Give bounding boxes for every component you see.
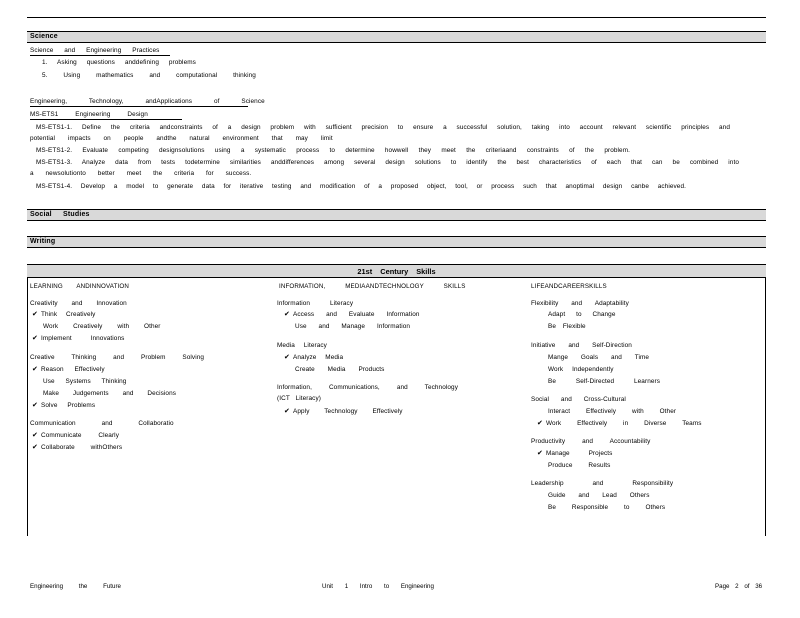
check-icon: ✔ — [32, 444, 38, 451]
group-title: Information, Communications, and Technology — [277, 384, 458, 391]
check-icon: ✔ — [537, 450, 543, 457]
standard-ets1-4: MS-ETS1-4. Develop a model to generate data for iterative testing and modification of a proposed object, tool, or process such that anoptimal design canbe achieved. — [36, 183, 686, 190]
skill-item: Adapt to Change — [548, 311, 616, 318]
ets-heading: MS-ETS1 Engineering Design — [30, 111, 182, 120]
footer-unit: Unit 1 Intro to Engineering — [322, 583, 434, 590]
group-title: Leadership and Responsibility — [531, 480, 674, 487]
top-rule — [27, 17, 766, 18]
eta-heading: Engineering, Technology, andApplications of Science — [30, 98, 265, 105]
group-title: Creativity and Innovation — [30, 300, 127, 307]
standard-ets1-3: MS-ETS1-3. Analyze data from tests todetermine similarities anddifferences among several design solutions to identify the best characteristics of each that can be combined into — [36, 159, 739, 166]
group-title: Flexibility and Adaptability — [531, 300, 629, 307]
social-studies-band — [27, 209, 766, 221]
col-life-career-head: LIFEANDCAREERSKILLS — [531, 283, 607, 290]
skill-item: Work Creatively with Other — [43, 323, 161, 330]
check-icon: ✔ — [284, 408, 290, 415]
standard-ets1-1-cont: potential impacts on people andthe natural environment that may limit — [30, 135, 333, 142]
practice-item: 5. Using mathematics and computational thinking — [42, 72, 256, 79]
check-icon: ✔ — [32, 402, 38, 409]
group-title: Media Literacy — [277, 342, 327, 349]
group-title: Communication and Collaboratio — [30, 420, 174, 427]
standard-ets1-1: MS-ETS1-1. Define the criteria andconstraints of a design problem with sufficient precision to ensure a successful solution, taking into account relevant scientific principles and — [36, 124, 730, 131]
skills-header — [27, 264, 766, 278]
skill-item: Be Responsible to Others — [548, 504, 666, 511]
skill-item: Create Media Products — [295, 366, 385, 373]
group-title: Information Literacy — [277, 300, 354, 307]
check-icon: ✔ — [537, 420, 543, 427]
skill-item: Be Self-Directed Learners — [548, 378, 661, 385]
col-information-head: INFORMATION, MEDIAANDTECHNOLOGY SKILLS — [279, 283, 466, 290]
skill-item: Make Judgements and Decisions — [43, 390, 177, 397]
skill-item: Use and Manage Information — [295, 323, 411, 330]
skill-item: ✔ Manage Projects — [537, 450, 613, 457]
writing-band — [27, 236, 766, 248]
group-title: Creative Thinking and Problem Solving — [30, 354, 205, 361]
check-icon: ✔ — [32, 335, 38, 342]
skill-item: Produce Results — [548, 462, 611, 469]
practice-item: 1. Asking questions anddefining problems — [42, 59, 196, 66]
skill-item: ✔ Access and Evaluate Information — [284, 311, 420, 318]
skill-item: ✔ Solve Problems — [32, 402, 96, 409]
group-title: Social and Cross-Cultural — [531, 396, 626, 403]
footer-page: Page 2 of 36 — [715, 583, 763, 590]
skill-item: ✔ Reason Effectively — [32, 366, 105, 373]
col-learning-head: LEARNING ANDINNOVATION — [30, 283, 129, 290]
skill-item: Interact Effectively with Other — [548, 408, 677, 415]
check-icon: ✔ — [284, 354, 290, 361]
skill-item: Be Flexible — [548, 323, 586, 330]
group-title: Initiative and Self-Direction — [531, 342, 632, 349]
skill-item: ✔ Analyze Media — [284, 354, 344, 361]
skills-title: 21st Century Skills — [357, 267, 436, 276]
skill-item: Use Systems Thinking — [43, 378, 127, 385]
writing-label: Writing — [30, 238, 56, 245]
skill-item: ✔ Collaborate withOthers — [32, 444, 123, 451]
science-band — [27, 31, 766, 43]
skill-item: Mange Goals and Time — [548, 354, 650, 361]
standard-ets1-2: MS-ETS1-2. Evaluate competing designsolutions using a systematic process to determine howwell they meet the criteriaand constraints of the problem. — [36, 147, 630, 154]
group-title-cont: (ICT Literacy) — [277, 395, 321, 402]
social-studies-label: Social Studies — [30, 211, 90, 218]
standard-ets1-3-cont: a newsolutionto better meet the criteria for success. — [30, 170, 252, 177]
practices-heading: Science and Engineering Practices — [30, 47, 170, 56]
check-icon: ✔ — [284, 311, 290, 318]
check-icon: ✔ — [32, 432, 38, 439]
skill-item: ✔ Work Effectively in Diverse Teams — [537, 420, 702, 427]
check-icon: ✔ — [32, 366, 38, 373]
skill-item: ✔ Communicate Clearly — [32, 432, 119, 439]
skill-item: ✔ Think Creatively — [32, 311, 96, 318]
footer-course: Engineering the Future — [30, 583, 121, 590]
skill-item: Guide and Lead Others — [548, 492, 650, 499]
skill-item: Work Independently — [548, 366, 614, 373]
group-title: Productivity and Accountability — [531, 438, 651, 445]
skill-item: ✔ Apply Technology Effectively — [284, 408, 403, 415]
skill-item: ✔ Implement Innovations — [32, 335, 125, 342]
science-band-label: Science — [30, 33, 58, 40]
check-icon: ✔ — [32, 311, 38, 318]
